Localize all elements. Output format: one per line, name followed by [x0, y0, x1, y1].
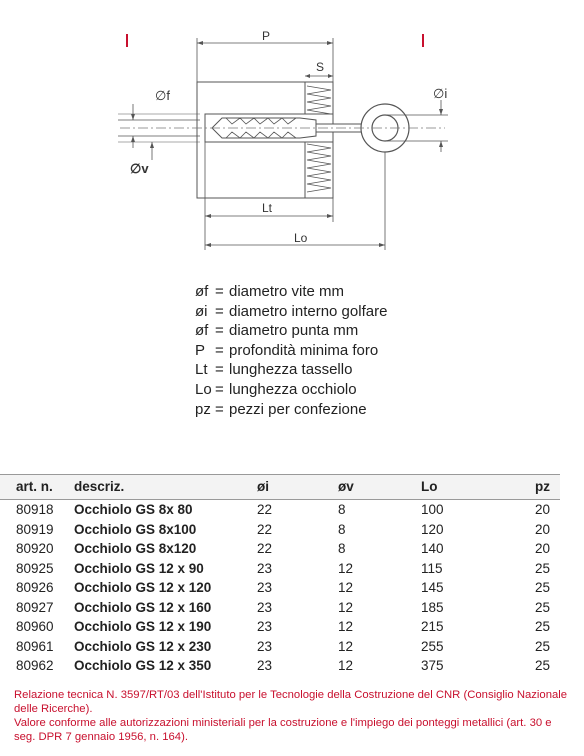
- legend-desc: pezzi per confezione: [229, 400, 367, 418]
- cell-lo: 215: [421, 619, 444, 634]
- cell-ov: 8: [338, 502, 346, 517]
- header-art: art. n.: [16, 479, 53, 494]
- lt-label: Lt: [262, 201, 273, 215]
- table-row: [0, 656, 560, 676]
- cell-pz: 25: [534, 580, 550, 595]
- legend-symbol: Lt: [195, 361, 208, 379]
- cell-art: 80920: [16, 541, 54, 556]
- cell-art: 80918: [16, 502, 54, 517]
- cell-ov: 12: [338, 619, 354, 634]
- cell-art: 80925: [16, 560, 54, 576]
- legend-desc: diametro interno golfare: [229, 302, 388, 320]
- legend-row: [195, 321, 387, 341]
- legend-desc: profondità minima foro: [229, 341, 379, 359]
- table-row: [0, 598, 560, 618]
- cell-lo: 100: [421, 502, 444, 517]
- cell-ov: 8: [338, 521, 346, 537]
- header-ov: øv: [338, 479, 354, 494]
- legend-desc: lunghezza tassello: [229, 361, 353, 379]
- cell-lo: 115: [421, 560, 443, 576]
- cell-art: 80919: [16, 521, 54, 537]
- cell-desc: Occhiolo GS 8x120: [74, 541, 197, 556]
- note-line-2: Valore conforme alle autorizzazioni ministeriali per la costruzione e l'impiego dei ponteggi metallici (art. 30 e seg. DPR 7 gennaio 1956, n. 164).: [14, 717, 552, 743]
- cell-lo: 140: [421, 541, 444, 556]
- cell-oi: 22: [257, 502, 273, 517]
- cell-ov: 12: [338, 638, 354, 654]
- cell-desc: Occhiolo GS 12 x 90: [74, 560, 204, 576]
- legend: [195, 282, 387, 419]
- cell-art: 80962: [16, 658, 54, 673]
- table-header: [0, 474, 560, 500]
- table-row: [0, 539, 560, 559]
- legend-symbol: øf: [195, 322, 209, 340]
- legend-symbol: øi: [195, 302, 208, 320]
- legend-desc: lunghezza occhiolo: [229, 380, 357, 398]
- legend-equals: =: [215, 283, 224, 300]
- cell-pz: 25: [534, 619, 550, 634]
- legend-row: [195, 400, 387, 420]
- cell-desc: Occhiolo GS 12 x 190: [74, 619, 212, 634]
- legend-symbol: pz: [195, 400, 211, 418]
- phi-f-label: ∅f: [155, 88, 170, 103]
- cell-art: 80961: [16, 638, 54, 654]
- legend-symbol: Lo: [195, 380, 212, 398]
- cell-desc: Occhiolo GS 12 x 230: [74, 638, 212, 654]
- phi-v-label: ∅v: [130, 161, 149, 176]
- header-oi: øi: [257, 479, 269, 494]
- cell-oi: 23: [257, 599, 273, 615]
- cell-lo: 185: [421, 599, 444, 615]
- technical-note: [14, 688, 572, 744]
- phi-i-label: ∅i: [433, 86, 448, 101]
- cell-pz: 20: [534, 502, 550, 517]
- legend-symbol: øf: [195, 283, 209, 300]
- s-label: S: [316, 60, 325, 74]
- cell-lo: 145: [421, 580, 444, 595]
- cell-oi: 23: [257, 560, 273, 576]
- table-row: [0, 617, 560, 637]
- cell-ov: 12: [338, 580, 354, 595]
- cell-desc: Occhiolo GS 8x100: [74, 521, 197, 537]
- legend-row: [195, 302, 387, 322]
- legend-equals: =: [215, 341, 224, 359]
- legend-equals: =: [215, 322, 224, 340]
- cell-pz: 25: [534, 658, 550, 673]
- cell-desc: Occhiolo GS 12 x 160: [74, 599, 212, 615]
- cell-oi: 23: [257, 580, 273, 595]
- table-body: [0, 500, 560, 676]
- legend-row: [195, 341, 387, 361]
- cell-lo: 255: [421, 638, 444, 654]
- cell-oi: 22: [257, 521, 273, 537]
- table-row: [0, 500, 560, 520]
- header-pz: pz: [535, 479, 550, 494]
- header-lo: Lo: [421, 479, 438, 494]
- legend-desc: diametro vite mm: [229, 283, 345, 300]
- cell-ov: 12: [338, 599, 354, 615]
- p-label: P: [262, 29, 271, 43]
- header-desc: descriz.: [74, 479, 125, 494]
- cell-pz: 20: [534, 541, 550, 556]
- cell-oi: 23: [257, 658, 273, 673]
- cell-art: 80927: [16, 599, 54, 615]
- table-row: [0, 559, 560, 579]
- cell-oi: 23: [257, 619, 273, 634]
- technical-drawing: [0, 0, 584, 270]
- legend-equals: =: [215, 302, 224, 320]
- legend-row: [195, 380, 387, 400]
- cell-pz: 25: [534, 599, 550, 615]
- cell-desc: Occhiolo GS 12 x 120: [74, 580, 212, 595]
- cell-desc: Occhiolo GS 8x 80: [74, 502, 193, 517]
- cell-ov: 8: [338, 541, 346, 556]
- cell-oi: 23: [257, 638, 273, 654]
- cell-pz: 25: [534, 638, 550, 654]
- legend-equals: =: [215, 361, 224, 379]
- note-line-1: Relazione tecnica N. 3597/RT/03 dell'Istituto per le Tecnologie della Costruzione del CNR (Consiglio Nazionale delle Ricerche).: [14, 689, 568, 715]
- cell-art: 80960: [16, 619, 54, 634]
- cell-ov: 12: [338, 658, 354, 673]
- product-table: [0, 474, 560, 676]
- cell-lo: 120: [421, 521, 444, 537]
- legend-equals: =: [215, 400, 224, 418]
- legend-symbol: P: [195, 341, 206, 359]
- table-row: [0, 520, 560, 540]
- legend-equals: =: [215, 380, 224, 398]
- legend-row: [195, 282, 387, 302]
- cell-desc: Occhiolo GS 12 x 350: [74, 658, 212, 673]
- cell-pz: 20: [534, 521, 550, 537]
- table-row: [0, 637, 560, 657]
- cell-pz: 25: [534, 560, 550, 576]
- cell-ov: 12: [338, 560, 354, 576]
- cell-lo: 375: [421, 658, 444, 673]
- legend-row: [195, 360, 387, 380]
- cell-art: 80926: [16, 580, 54, 595]
- lo-label: Lo: [294, 231, 308, 245]
- table-row: [0, 578, 560, 598]
- cell-oi: 22: [257, 541, 273, 556]
- legend-desc: diametro punta mm: [229, 322, 359, 340]
